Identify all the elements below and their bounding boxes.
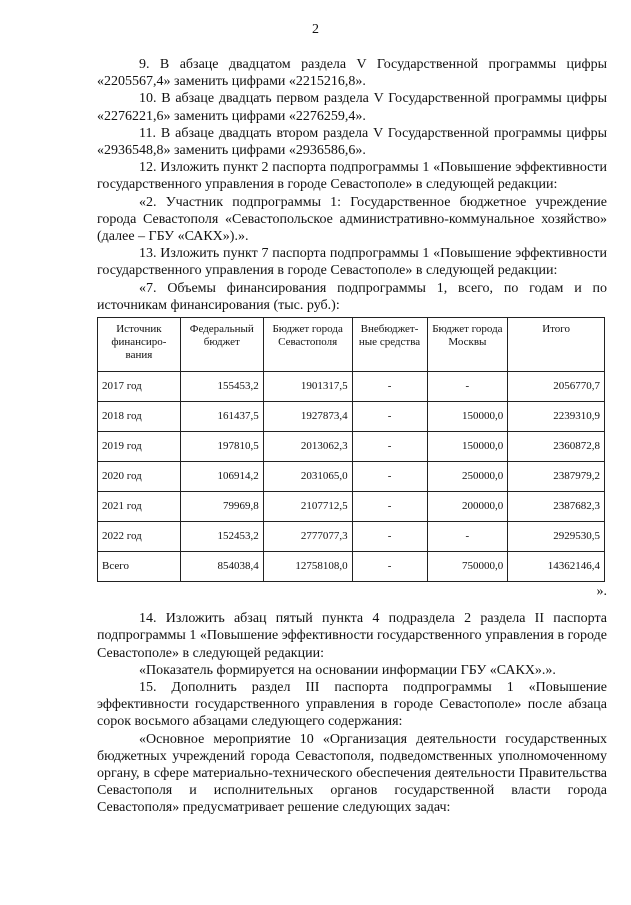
table-row [98,492,605,522]
cell-year: 2018 год [98,402,181,432]
cell-sevastopol: 1927873,4 [263,402,352,432]
cell-moscow: - [427,522,508,552]
table-row [98,462,605,492]
cell-year: 2019 год [98,432,181,462]
cell-extrabudget: - [352,432,427,462]
table-row [98,432,605,462]
cell-year: 2021 год [98,492,181,522]
cell-extrabudget: - [352,552,427,582]
table-header-row [98,318,605,372]
header-moscow: Бюджет города Москвы [427,318,508,372]
cell-federal: 854038,4 [180,552,263,582]
paragraph-14-quote: «Показатель формируется на основании информации ГБУ «САКХ».». [139,662,556,678]
header-extrabudget: Внебюджет-ные средства [352,318,427,372]
cell-federal: 197810,5 [180,432,263,462]
cell-moscow: 750000,0 [427,552,508,582]
cell-sevastopol: 2031065,0 [263,462,352,492]
header-federal: Федеральный бюджет [180,318,263,372]
cell-sevastopol: 12758108,0 [263,552,352,582]
paragraph-12-quote: «2. Участник подпрограммы 1: Государственное бюджетное учреждение города Севастополя «Севастопольское административно-коммунальное хозяйство» (далее – ГБУ «САКХ»).». [97,194,607,245]
table-row [98,372,605,402]
paragraph-9: 9. В абзаце двадцатом раздела V Государственной программы цифры «2205567,4» заменить цифрами «2215216,8». [97,57,607,90]
header-source: Источник финансиро-вания [98,318,181,372]
cell-extrabudget: - [352,402,427,432]
cell-total: 2929530,5 [508,522,605,552]
cell-federal: 161437,5 [180,402,263,432]
cell-sevastopol: 2107712,5 [263,492,352,522]
header-total: Итого [508,318,605,372]
table-row-total [98,552,605,582]
cell-moscow: - [427,372,508,402]
cell-extrabudget: - [352,492,427,522]
cell-moscow: 150000,0 [427,432,508,462]
paragraph-13-quote: «7. Объемы финансирования подпрограммы 1, всего, по годам и по источникам финансирования (тыс. руб.): [97,280,607,313]
cell-extrabudget: - [352,462,427,492]
paragraph-11: 11. В абзаце двадцать втором раздела V Государственной программы цифры «2936548,8» заменить цифрами «2936586,6». [97,125,607,159]
cell-total: 14362146,4 [508,552,605,582]
header-sevastopol: Бюджет города Севастополя [263,318,352,372]
paragraph-10: 10. В абзаце двадцать первом раздела V Государственной программы цифры «2276221,6» заменить цифрами «2276259,4». [97,91,607,124]
cell-total: 2387979,2 [508,462,605,492]
cell-moscow: 150000,0 [427,402,508,432]
paragraph-15: 15. Дополнить раздел III паспорта подпрограммы 1 «Повышение эффективности государственного управления в городе Севастополе» после абзаца сорок восьмого абзацами следующего содержания: [97,680,607,730]
cell-total: 2056770,7 [508,372,605,402]
document-body [97,56,607,817]
cell-moscow: 200000,0 [427,492,508,522]
cell-total: 2360872,8 [508,432,605,462]
paragraph-12: 12. Изложить пункт 2 паспорта подпрограммы 1 «Повышение эффективности государственного управления в городе Севастополе» в следующей редакции: [97,160,607,193]
cell-sevastopol: 1901317,5 [263,372,352,402]
cell-sevastopol: 2777077,3 [263,522,352,552]
paragraph-15-quote: «Основное мероприятие 10 «Организация деятельности государственных бюджетных учреждений города Севастополя, подведомственных уполномоченному органу, в сфере материально-технического обеспечения деятельности Правительства Севастополя и исполнительных органов государственной власти города Севастополя» предусматривает решение следующих задач: [97,731,607,816]
page-number: 2 [312,22,319,37]
cell-federal: 152453,2 [180,522,263,552]
cell-federal: 106914,2 [180,462,263,492]
financing-table [97,317,605,582]
cell-extrabudget: - [352,522,427,552]
cell-federal: 155453,2 [180,372,263,402]
paragraph-13: 13. Изложить пункт 7 паспорта подпрограммы 1 «Повышение эффективности государственного управления в городе Севастополе» в следующей редакции: [97,246,607,279]
table-row [98,402,605,432]
cell-sevastopol: 2013062,3 [263,432,352,462]
cell-year: 2022 год [98,522,181,552]
cell-federal: 79969,8 [180,492,263,522]
table-closing-quote: ». [596,584,607,600]
table-row [98,522,605,552]
cell-year: 2017 год [98,372,181,402]
cell-year: Всего [98,552,181,582]
cell-total: 2239310,9 [508,402,605,432]
cell-total: 2387682,3 [508,492,605,522]
cell-year: 2020 год [98,462,181,492]
cell-extrabudget: - [352,372,427,402]
paragraph-14: 14. Изложить абзац пятый пункта 4 подраздела 2 раздела II паспорта подпрограммы 1 «Повышение эффективности государственного управления в городе Севастополе» в следующей редакции: [97,611,607,661]
cell-moscow: 250000,0 [427,462,508,492]
